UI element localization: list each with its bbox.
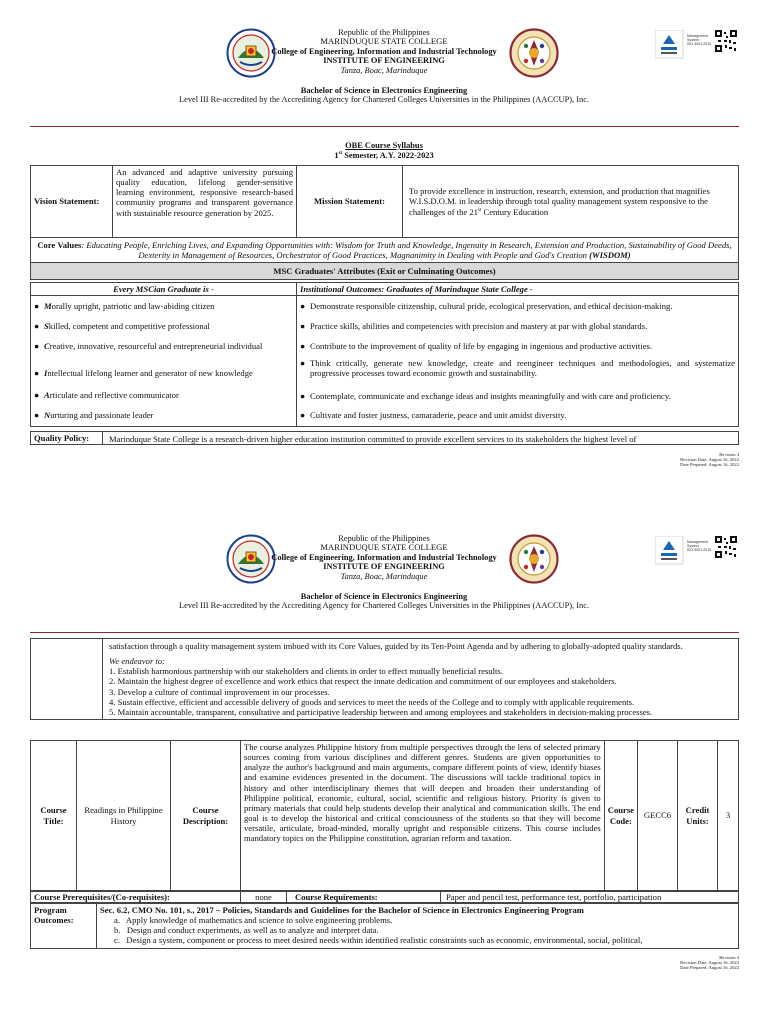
program-outcome-c: c. Design a system, component or process to meet desired needs within identified realistic constraints such as economic, environmental, social, political, (114, 935, 643, 946)
badge-text-2: System (687, 38, 699, 42)
program-outcomes-label: Program Outcomes: (31, 904, 97, 949)
vision-label: Vision Statement: (31, 166, 113, 238)
course-description-label: Course Description: (171, 741, 241, 891)
page-header (0, 28, 768, 112)
college-name: MARINDUQUE STATE COLLEGE (320, 36, 448, 47)
mission-text: To provide excellence in instruction, research, extension, and production that magnifies W.I.S.D.O.M. in leadership through total quality management system responsive to the challenges of the 21st Century Education (403, 166, 739, 238)
program-outcomes-heading: Sec. 6.2, CMO No. 101, s., 2017 – Policies, Standards and Guidelines for the Bachelor of Science in Electronics Engineering Program (100, 905, 584, 915)
program-name: Bachelor of Science in Electronics Engineering (300, 86, 468, 96)
republic-line: Republic of the Philippines (338, 534, 430, 543)
program-outcomes-body (97, 904, 739, 949)
date-prepared: Date Prepared: August 16, 2022 (680, 965, 739, 971)
school-name: College of Engineering, Information and Industrial Technology (271, 46, 497, 56)
course-requirements-value: Paper and pencil test, performance test, portfolio, participation (441, 892, 739, 903)
list-item (34, 339, 293, 368)
badge-text-3: ISO 9001:2015 (687, 548, 712, 552)
list-item (300, 298, 735, 319)
right-item-2: Practice skills, abilities and competencies with precision and mastery at par with global standards. (310, 321, 648, 332)
right-item-5: Contemplate, communicate and exchange ideas and insights meaningfully and with care and proficiency. (310, 391, 671, 402)
quality-policy-text (103, 432, 739, 445)
quality-policy-body (103, 639, 739, 720)
header-text (0, 28, 768, 105)
address: Tanza, Boac, Marinduque (340, 65, 428, 75)
date-prepared: Date Prepared: August 16, 2022 (680, 462, 739, 468)
republic-line: Republic of the Philippines (338, 28, 430, 37)
list-item (300, 408, 735, 424)
bullet-icon: ● (34, 301, 40, 312)
bullet-icon: ● (34, 410, 40, 421)
attributes-left-header: Every MSCian Graduate is - (31, 283, 297, 296)
course-description-text: The course analyzes Philippine history from multiple perspectives through the lens of selected primary sources coming from various disciplines and different genres. Students are given opportunities to analyze the author's background and main arguments, compare different points of view, identify biases and examine evidences presented in the document. The discussions will tackle traditional topics in history and other interdisciplinary themes that will deepen and broaden their understanding of Philippine political, economic, cultural, social, scientific and religious history. Priority is given to primary materials that could help students develop their analytical and communication skills. The end goal is to develop the historical and critical consciousness of the students so that they will become versatile, articulate, broad-minded, morally upright and responsible citizens. This course includes mandatory topics on the Philippine constitution, agrarian reform and taxation. (241, 741, 605, 891)
list-item (34, 388, 293, 408)
accreditation-line: Level III Re-accredited by the Accrediting Agency for Chartered Colleges Universities in the Philippines (AACCUP), Inc. (178, 95, 590, 105)
syllabus-page-2 (0, 506, 768, 1012)
right-item-4: Think critically, generate new knowledge, create and reengineer techniques and methodologies, and systematize progressive processes toward economic growth and sustainability. (310, 358, 735, 379)
course-title-value: Readings in Philippine History (77, 741, 171, 891)
bullet-icon: ● (300, 341, 306, 352)
course-info-table (30, 740, 739, 891)
core-values-label: Core Values (37, 240, 82, 250)
left-item-3: Creative, innovative, resourceful and entrepreneurial individual (44, 341, 263, 352)
quality-policy-continued (30, 638, 739, 720)
accreditation-line: Level III Re-accredited by the Accrediting Agency for Chartered Colleges Universities in the Philippines (AACCUP), Inc. (178, 601, 590, 611)
syllabus-title: OBE Course Syllabus (345, 141, 423, 150)
quality-policy-text-p2: satisfaction through a quality management system imbued with its Core Values, guided by its Ten-Point Agenda and by adhering to globally-adopted quality standards. (109, 641, 683, 651)
core-values-text: : Educating People, Enriching Lives, and Expanding Opportunities with: Wisdom for Truth and Knowledge, Ingenuity in Research, Extension and Production, Sustainability of Good Deeds, Dexterity in Management of Resources, Orchestrator of Good Practices, Magnanimity in Dealing with People and God's Creation (81, 240, 732, 261)
program-outcome-a: a. Apply knowledge of mathematics and science to solve engineering problems. (114, 915, 393, 926)
endeavor-item-3: 3. Develop a culture of continual improvement in our processes. (109, 686, 330, 697)
bullet-icon: ● (300, 410, 306, 421)
badge-text-2: System (687, 544, 699, 548)
bullet-icon: ● (300, 301, 306, 312)
left-item-2: Skilled, competent and competitive professional (44, 321, 210, 332)
revision-date: Revision Date: August 16, 2022 (680, 457, 739, 463)
quality-policy-table (30, 431, 739, 445)
institute-name: INSTITUTE OF ENGINEERING (323, 562, 445, 572)
bullet-icon: ● (300, 391, 306, 402)
left-item-4: Intellectual lifelong learner and generator of new knowledge (44, 368, 253, 379)
header-divider (30, 126, 739, 127)
endeavor-item-1: 1. Establish harmonious partnership with our stakeholders and clients in order to effect mutually beneficial results. (109, 666, 503, 677)
institutional-outcomes-list (297, 296, 739, 427)
semester-line: 1st Semester, A.Y. 2022-2023 (334, 150, 434, 160)
prerequisites-label: Course Prerequisites/(Co-requisites): (31, 892, 241, 903)
list-item (300, 389, 735, 408)
bullet-icon: ● (300, 321, 306, 332)
core-values-acronym: (WISDOM) (589, 250, 631, 261)
right-item-3: Contribute to the improvement of quality of life by engaging in ingenious and productive activities. (310, 341, 653, 352)
bullet-icon: ● (300, 358, 306, 369)
course-code-label: Course Code: (604, 741, 637, 891)
endeavor-item-2: 2. Maintain the highest degree of excellence and work ethics that respect the innate dedication and commitment of our employees and stakeholders. (109, 676, 617, 687)
graduate-attributes-list (31, 296, 297, 427)
vision-mission-table (30, 165, 739, 280)
mission-label: Mission Statement: (297, 166, 403, 238)
left-item-5: Articulate and reflective communicator (44, 390, 179, 401)
endeavor-item-5: 5. Maintain accountable, transparent, consultative and participative leadership between and among employees and stakeholders in decision-making processes. (109, 706, 653, 717)
list-item (34, 368, 293, 388)
program-outcome-b: b. Design and conduct experiments, as well as to analyze and interpret data. (114, 925, 379, 936)
course-requirements-label: Course Requirements: (287, 892, 441, 903)
attributes-right-header: Institutional Outcomes: Graduates of Marinduque State College - (297, 283, 739, 296)
bullet-icon: ● (34, 390, 40, 401)
program-outcomes-table (30, 903, 739, 949)
attributes-table (30, 282, 739, 427)
revision-number: Revision 4 (719, 452, 739, 457)
right-item-6: Cultivate and foster justness, camaraderie, peace and unit amidst diversity. (310, 410, 567, 421)
revision-number: Revision 4 (719, 955, 739, 960)
credit-units-value: 3 (718, 741, 739, 891)
prerequisites-value: none (241, 892, 287, 903)
header-divider (30, 632, 739, 633)
vision-text: An advanced and adaptive university pursuing quality education, lifelong gender-sensitive learning environment, responsive research-based community programs and transparent governance with sustainable resource generation by 2025. (113, 166, 297, 238)
badge-text-1: Management (687, 540, 708, 544)
quality-policy-text-p1: Marinduque State College is a research-driven higher education institution committed to provide excellent services to its stakeholders the highest level of (109, 433, 637, 444)
bullet-icon: ● (34, 321, 40, 332)
syllabus-title-block (0, 141, 768, 161)
badge-text-3: ISO 9001:2015 (687, 42, 712, 46)
left-item-6: Nurturing and passionate leader (44, 410, 154, 421)
list-item (300, 339, 735, 356)
list-item (34, 298, 293, 319)
course-requirements-table (30, 891, 739, 903)
page-header (0, 534, 768, 618)
endeavor-heading: We endeavor to: (109, 656, 166, 667)
endeavor-item-4: 4. Sustain effective, efficient and accessible delivery of goods and services to meet the needs of the College and to comply with applicable requirements. (109, 696, 635, 707)
school-name: College of Engineering, Information and Industrial Technology (271, 552, 497, 562)
credit-units-label: Credit Units: (678, 741, 718, 891)
syllabus-page-1 (0, 0, 768, 506)
header-text (0, 534, 768, 611)
left-item-1: Morally upright, patriotic and law-abiding citizen (44, 301, 215, 312)
list-item (34, 408, 293, 424)
address: Tanza, Boac, Marinduque (340, 571, 428, 581)
badge-text-1: Management (687, 34, 708, 38)
revision-info (680, 955, 739, 971)
quality-policy-label: Quality Policy: (31, 432, 103, 445)
institute-name: INSTITUTE OF ENGINEERING (323, 56, 445, 66)
attributes-title: MSC Graduates' Attributes (Exit or Culminating Outcomes) (31, 263, 739, 280)
program-name: Bachelor of Science in Electronics Engineering (300, 592, 468, 602)
core-values-row (31, 238, 739, 263)
course-title-label: Course Title: (31, 741, 77, 891)
revision-info (680, 452, 739, 468)
empty-cell (31, 639, 103, 720)
bullet-icon: ● (34, 341, 40, 352)
bullet-icon: ● (34, 368, 40, 379)
revision-date: Revision Date: August 16, 2022 (680, 960, 739, 966)
right-item-1: Demonstrate responsible citizenship, cultural pride, ecological preservation, and ethical decision-making. (310, 301, 673, 312)
course-code-value: GECC6 (638, 741, 678, 891)
list-item (300, 319, 735, 339)
list-item (34, 319, 293, 339)
college-name: MARINDUQUE STATE COLLEGE (320, 542, 448, 553)
list-item (300, 356, 735, 389)
